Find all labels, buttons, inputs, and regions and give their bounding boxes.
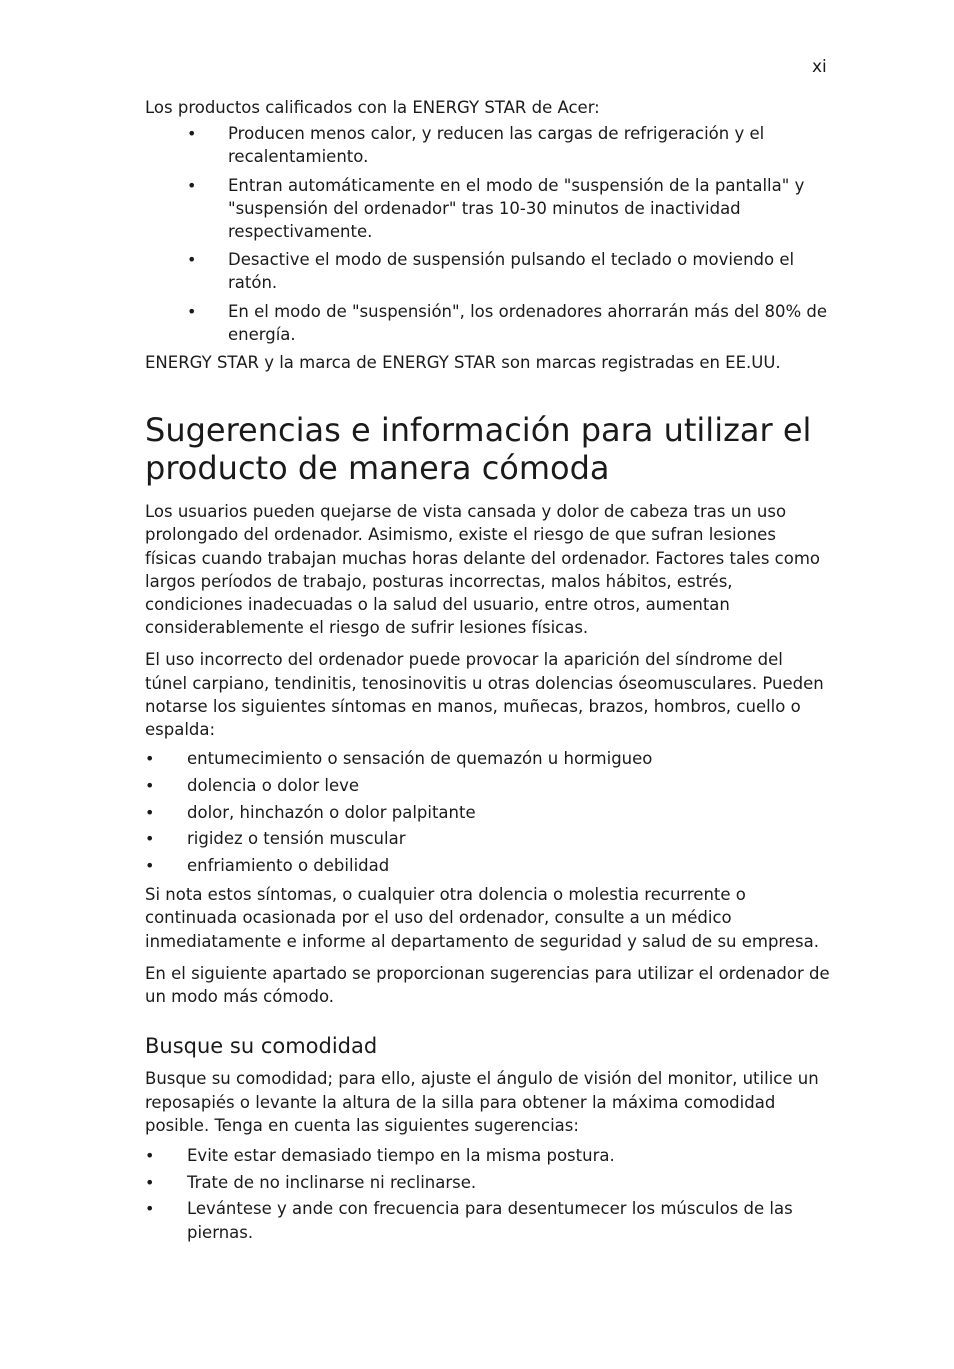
list-item: • rigidez o tensión muscular: [145, 827, 830, 850]
symptoms-list: [145, 747, 830, 877]
paragraph: Busque su comodidad; para ello, ajuste el ángulo de visión del monitor, utilice un reposapiés o levante la altura de la silla para obtener la máxima comodidad posible. Tenga en cuenta las siguientes sugerencias:: [145, 1069, 819, 1135]
bullet-icon: •: [187, 301, 197, 321]
subsection-title: Busque su comodidad: [145, 1034, 378, 1059]
bullet-icon: •: [187, 124, 197, 144]
comfort-tips-list: [145, 1144, 830, 1244]
list-item: • Trate de no inclinarse ni reclinarse.: [145, 1171, 830, 1194]
list-item: • enfriamiento o debilidad: [145, 854, 830, 877]
bullet-icon: •: [145, 856, 155, 876]
paragraph: Los usuarios pueden quejarse de vista cansada y dolor de cabeza tras un uso prolongado del ordenador. Asimismo, existe el riesgo de que sufran lesiones físicas cuando trabajan muchas horas delante del ordenador. Factores tales como largos períodos de trabajo, posturas incorrectas, malos hábitos, estrés, condiciones inadecuadas o la salud del usuario, entre otros, aumentan considerablemente el riesgo de sufrir lesiones físicas.: [145, 502, 820, 638]
bullet-icon: •: [145, 1199, 155, 1219]
bullet-icon: •: [145, 829, 155, 849]
list-item: • dolencia o dolor leve: [145, 774, 830, 797]
list-item: • Levántese y ande con frecuencia para desentumecer los músculos de las piernas.: [145, 1199, 793, 1242]
list-item: • Producen menos calor, y reducen las cargas de refrigeración y el recalentamiento.: [187, 124, 765, 167]
trademark-note: ENERGY STAR y la marca de ENERGY STAR son marcas registradas en EE.UU.: [145, 353, 781, 373]
paragraph: En el siguiente apartado se proporcionan sugerencias para utilizar el ordenador de un modo más cómodo.: [145, 963, 830, 1007]
list-item: • Entran automáticamente en el modo de "suspensión de la pantalla" y "suspensión del ordenador" tras 10-30 minutos de inactividad respectivamente.: [187, 175, 805, 242]
list-item: • Desactive el modo de suspensión pulsando el teclado o moviendo el ratón.: [187, 250, 795, 293]
bullet-icon: •: [145, 749, 155, 769]
list-item: • dolor, hinchazón o dolor palpitante: [145, 801, 830, 824]
bullet-icon: •: [187, 250, 197, 270]
page-number: xi: [812, 57, 827, 77]
energy-star-list: [145, 122, 830, 346]
bullet-icon: •: [145, 775, 155, 795]
paragraph: Si nota estos síntomas, o cualquier otra dolencia o molestia recurrente o continuada ocasionada por el uso del ordenador, consulte a un médico inmediatamente e informe al departamento de seguridad y salud de su empresa.: [145, 885, 819, 951]
section-title: Sugerencias e información para utilizar el producto de manera cómoda: [145, 411, 812, 488]
bullet-icon: •: [145, 1145, 155, 1165]
bullet-icon: •: [145, 1172, 155, 1192]
list-item: • entumecimiento o sensación de quemazón u hormigueo: [145, 747, 830, 770]
energy-intro: Los productos calificados con la ENERGY STAR de Acer:: [145, 98, 600, 117]
page-content: [145, 96, 830, 1247]
bullet-icon: •: [145, 802, 155, 822]
paragraph: El uso incorrecto del ordenador puede provocar la aparición del síndrome del túnel carpiano, tendinitis, tenosinovitis u otras dolencias óseomusculares. Pueden notarse los siguientes síntomas en manos, muñecas, brazos, hombros, cuello o espalda:: [145, 650, 824, 740]
list-item: • En el modo de "suspensión", los ordenadores ahorrarán más del 80% de energía.: [187, 301, 828, 344]
list-item: • Evite estar demasiado tiempo en la misma postura.: [145, 1144, 830, 1167]
bullet-icon: •: [187, 175, 197, 195]
